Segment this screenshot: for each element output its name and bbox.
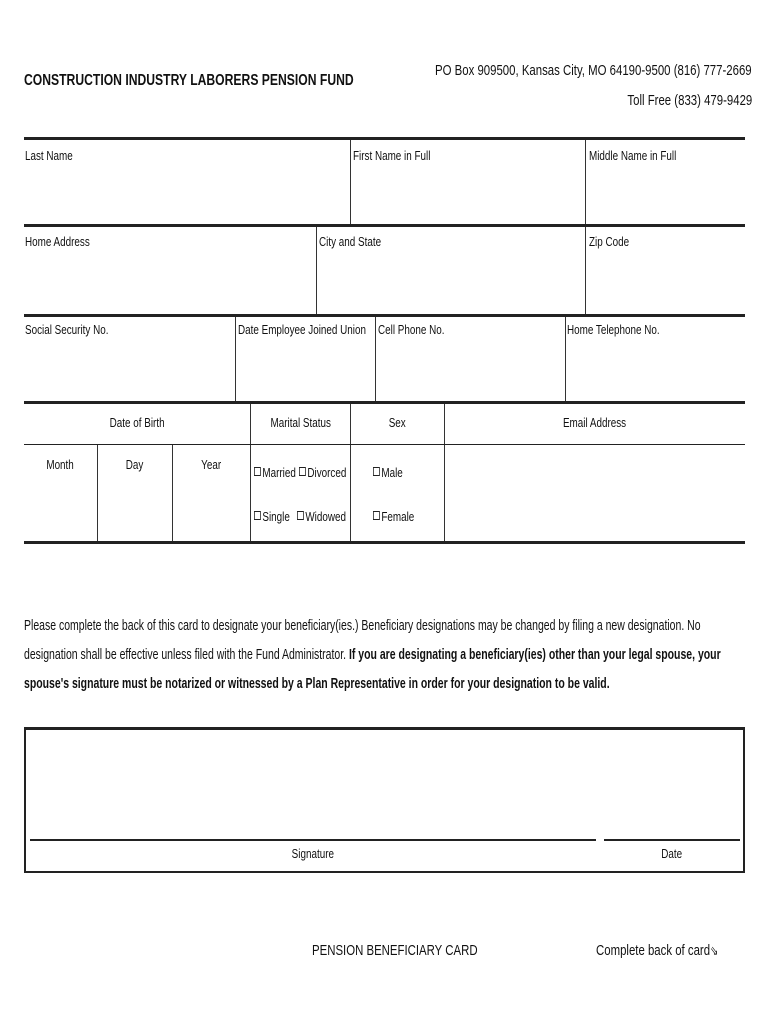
female-checkbox[interactable]: Female bbox=[373, 509, 427, 524]
divider bbox=[585, 227, 586, 314]
city-state-field[interactable]: City and State bbox=[319, 234, 382, 249]
date-line[interactable] bbox=[604, 839, 740, 841]
divider bbox=[316, 227, 317, 314]
divider bbox=[235, 317, 236, 401]
marital-status-header: Marital Status bbox=[270, 415, 331, 430]
male-checkbox[interactable]: Male bbox=[373, 465, 412, 480]
single-checkbox[interactable]: Single bbox=[254, 509, 301, 524]
dob-year-field[interactable]: Year bbox=[201, 457, 222, 472]
arrow-icon: ⇘ bbox=[710, 943, 719, 958]
widowed-checkbox[interactable]: Widowed bbox=[297, 509, 361, 524]
divorced-checkbox[interactable]: Divorced bbox=[299, 465, 361, 480]
beneficiary-instructions: Please complete the back of this card to designate your beneficiary(ies.) Beneficiary designations may be changed by filing a new designation. No designation shall be effective unless filed with the Fund Administrator. If you are designating a beneficiary(ies) other than your legal spouse, your spouse's signature must be notarized or witnessed by a Plan Representative in order for your designation to be valid. bbox=[24, 618, 721, 692]
fund-address: PO Box 909500, Kansas City, MO 64190-9500 (816) 777-2669 bbox=[435, 62, 752, 79]
date-joined-union-field[interactable]: Date Employee Joined Union bbox=[238, 322, 366, 337]
form-title: CONSTRUCTION INDUSTRY LABORERS PENSION FUND bbox=[24, 72, 354, 89]
date-label: Date bbox=[661, 846, 683, 861]
home-address-field[interactable]: Home Address bbox=[25, 234, 90, 249]
divider bbox=[565, 317, 566, 401]
zip-code-field[interactable]: Zip Code bbox=[589, 234, 630, 249]
card-name: PENSION BENEFICIARY CARD bbox=[312, 942, 478, 959]
middle-name-field[interactable]: Middle Name in Full bbox=[589, 148, 677, 163]
sex-header: Sex bbox=[388, 415, 407, 430]
dob-month-field[interactable]: Month bbox=[46, 457, 75, 472]
divider bbox=[375, 317, 376, 401]
ssn-field[interactable]: Social Security No. bbox=[25, 322, 109, 337]
checkbox-icon bbox=[373, 467, 380, 476]
first-name-field[interactable]: First Name in Full bbox=[353, 148, 431, 163]
dob-day-field[interactable]: Day bbox=[126, 457, 144, 472]
divider bbox=[585, 140, 586, 224]
signature-line[interactable] bbox=[30, 839, 596, 841]
checkbox-icon bbox=[297, 511, 304, 520]
checkbox-icon bbox=[254, 511, 261, 520]
checkbox-icon bbox=[299, 467, 306, 476]
date-of-birth-header: Date of Birth bbox=[109, 415, 165, 430]
divider bbox=[350, 140, 351, 224]
signature-label: Signature bbox=[291, 846, 335, 861]
divider bbox=[24, 444, 745, 445]
divider bbox=[24, 137, 745, 140]
home-telephone-field[interactable]: Home Telephone No. bbox=[567, 322, 660, 337]
toll-free-number: Toll Free (833) 479-9429 bbox=[627, 92, 752, 109]
checkbox-icon bbox=[254, 467, 261, 476]
last-name-field[interactable]: Last Name bbox=[25, 148, 73, 163]
married-checkbox[interactable]: Married bbox=[254, 465, 309, 480]
checkbox-icon bbox=[373, 511, 380, 520]
divider bbox=[24, 401, 745, 404]
divider bbox=[24, 541, 745, 544]
divider bbox=[24, 224, 745, 227]
complete-back-note: Complete back of card⇘ bbox=[596, 942, 719, 959]
email-address-field[interactable]: Email Address bbox=[563, 415, 627, 430]
divider bbox=[24, 314, 745, 317]
cell-phone-field[interactable]: Cell Phone No. bbox=[378, 322, 445, 337]
